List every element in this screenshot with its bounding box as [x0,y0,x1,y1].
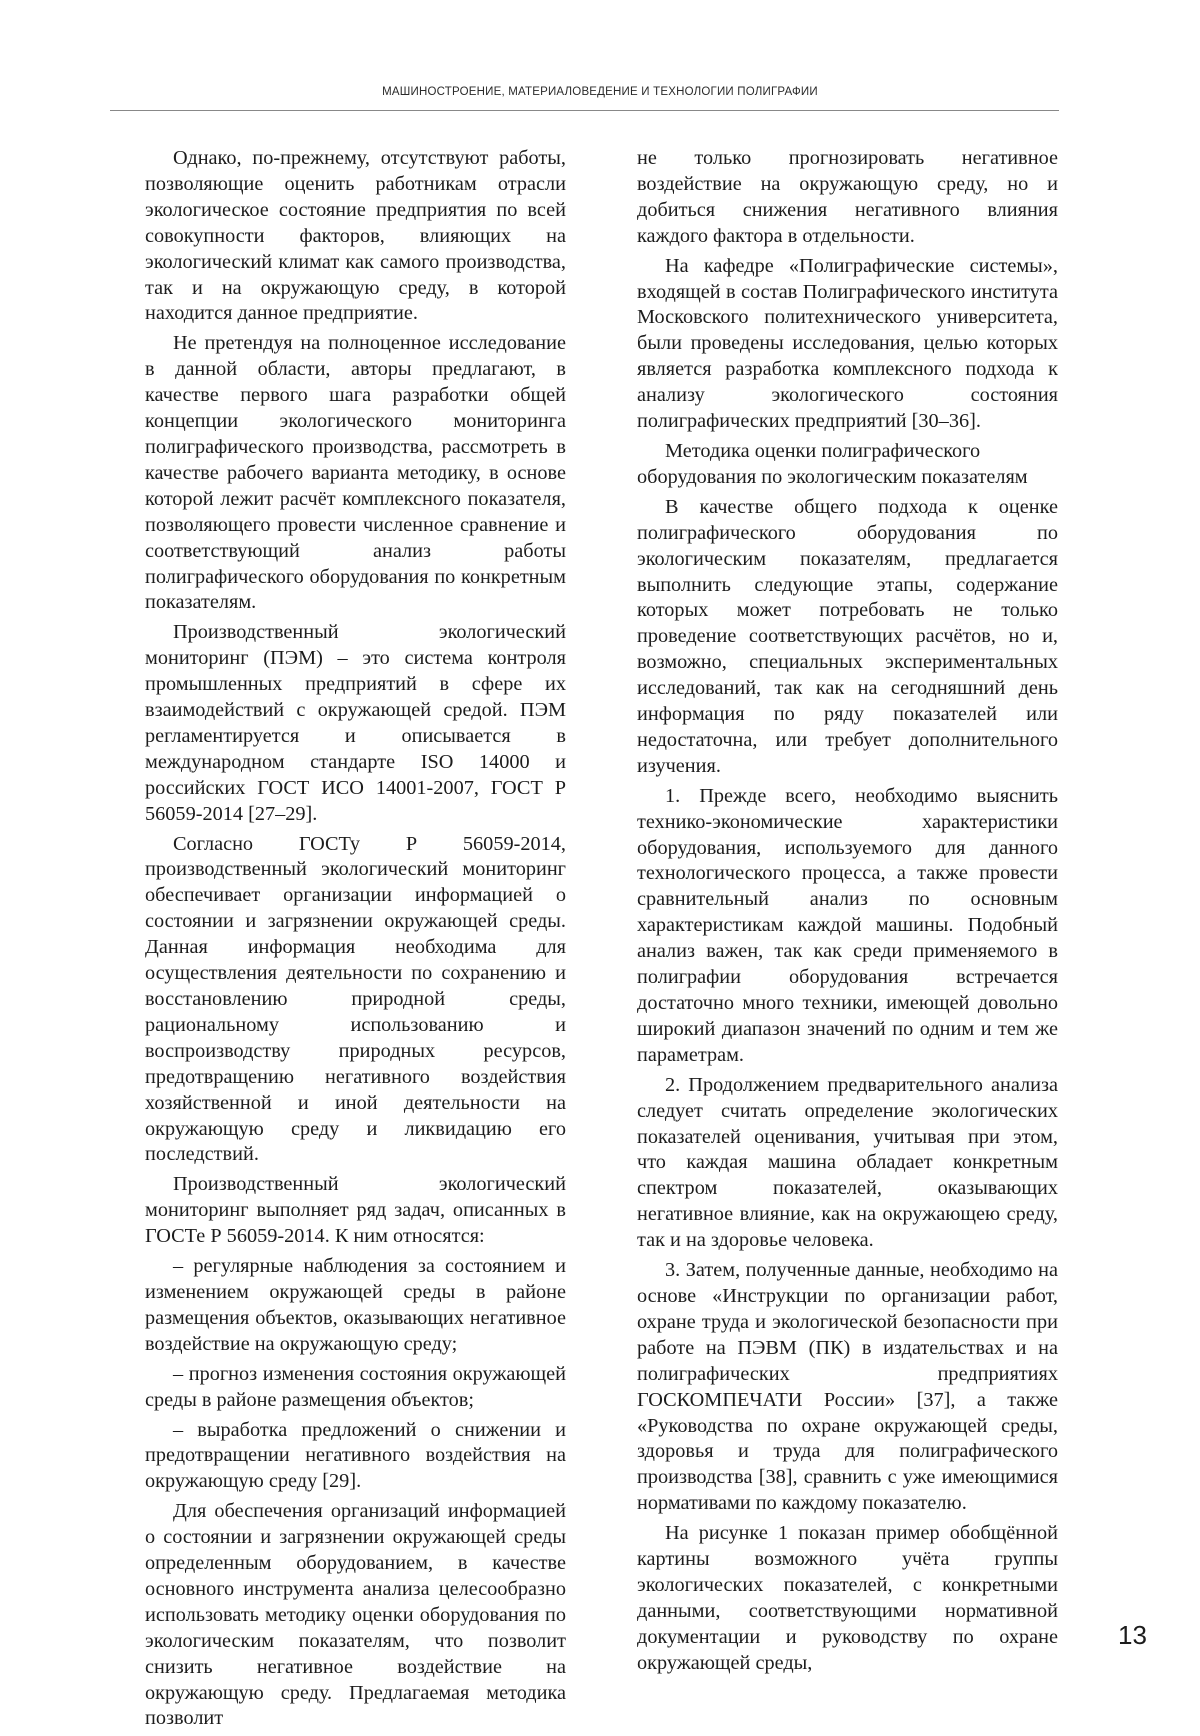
paragraph-continuation: не только прогнозировать негативное воздействие на окружающую среду, но и добиться снижения негативного влияния каждого фактора в отдельности. [637,147,1058,247]
list-item: – регулярные наблюдения за состоянием и изменением окружающей среды в районе размещения объектов, оказывающих негативное воздействие на окружающую среду; [145,1255,566,1355]
paragraph: На кафедре «Полиграфические системы», входящей в состав Полиграфического института Московского политехнического университета, были проведены исследования, целью которых является разработка комплексного подхода к анализу экологического состояния полиграфических предприятий [30–36]. [637,254,1058,433]
paragraph: Производственный экологический мониторинг выполняет ряд задач, описанных в ГОСТе Р 56059-2014. К ним относятся: [145,1173,566,1248]
list-item: – выработка предложений о снижении и предотвращении негативного воздействия на окружающую среду [29]. [145,1418,566,1493]
paragraph: На рисунке 1 показан пример обобщённой картины возможного учёта группы экологических показателей, с конкретными данными, соответствующими нормативной документации и руководству по охране окружающей среды, [637,1522,1058,1674]
numbered-step: 3. Затем, полученные данные, необходимо на основе «Инструкции по организации работ, охране труда и экологической безопасности при работе на ПЭВМ (ПК) в издательствах и на полиграфических предприятиях ГОСКОМПЕЧАТИ России» [37], а также «Руководства по охране окружающей среды, здоровья и труда для полиграфического производства [38], сравнить с уже имеющимися нормативами по каждому показателю. [637,1259,1058,1515]
numbered-step: 2. Продолжением предварительного анализа следует считать определение экологических показателей оценивания, учитывая при этом, что каждая машина обладает конкретным спектром показателей, оказывающих негативное влияние, как на окружающею среду, так и на здоровье человека. [637,1073,1058,1252]
paragraph: Согласно ГОСТу Р 56059-2014, производственный экологический мониторинг обеспечивает организации информацией о состоянии и загрязнении окружающей среды. Данная информация необходима для осуществления деятельности по сохранению и восстановлению природной среды, рациональному использованию и воспроизводству природных ресурсов, предотвращению негативного воздействия хозяйственной и иной деятельности на окружающую среду и ликвидацию его последствий. [145,832,566,1166]
left-column [145,146,566,1736]
section-heading: Методика оценки полиграфического оборудования по экологическим показателям [637,439,1028,488]
paragraph: Производственный экологический мониторинг (ПЭМ) – это система контроля промышленных предприятий в сфере их взаимодействий с окружающей средой. ПЭМ регламентируется и описывается в международном стандарте ISO 14000 и российских ГОСТ ИСО 14001-2007, ГОСТ Р 56059-2014 [27–29]. [145,621,566,825]
header-rule [110,110,1059,111]
running-title: МАШИНОСТРОЕНИЕ, МАТЕРИАЛОВЕДЕНИЕ И ТЕХНОЛОГИИ ПОЛИГРАФИИ [382,86,818,98]
page-number: 13 [1118,1620,1147,1650]
paragraph: Для обеспечения организаций информацией о состоянии и загрязнении окружающей среды определенным оборудованием, в качестве основного инструмента анализа целесообразно использовать методику оценки оборудования по экологическим показателям, что позволит снизить негативное воздействие на окружающую среду. Предлагаемая методика позволит [145,1500,566,1730]
numbered-step: 1. Прежде всего, необходимо выяснить технико-экономические характеристики оборудования, используемого для данного технологического процесса, а также провести сравнительный анализ по основным характеристикам каждой машины. Подобный анализ важен, так как среди применяемого в полиграфии оборудования встречается достаточно много техники, имеющей довольно широкий диапазон значений по одним и тем же параметрам. [637,784,1058,1066]
right-column [637,146,1058,1681]
paragraph: В качестве общего подхода к оценке полиграфического оборудования по экологическим показателям, предлагается выполнить следующие этапы, содержание которых может потребовать не только проведение соответствующих расчётов, но и, возможно, специальных экспериментальных исследований, так как на сегодняшний день информация по ряду показателей или недостаточна, или требует дополнительного изучения. [637,495,1058,777]
list-item: – прогноз изменения состояния окружающей среды в районе размещения объектов; [145,1362,566,1411]
paragraph: Не претендуя на полноценное исследование в данной области, авторы предлагают, в качестве первого шага разработки общей концепции экологического мониторинга полиграфического производства, рассмотреть в качестве рабочего варианта методику, в основе которой лежит расчёт комплексного показателя, позволяющего провести численное сравнение и соответствующий анализ работы полиграфического оборудования по конкретным показателям. [145,332,566,614]
paragraph: Однако, по-прежнему, отсутствуют работы, позволяющие оценить работникам отрасли экологическое состояние предприятия по всей совокупности факторов, влияющих на экологический климат как самого производства, так и на окружающую среду, в которой находится данное предприятие. [145,147,566,325]
